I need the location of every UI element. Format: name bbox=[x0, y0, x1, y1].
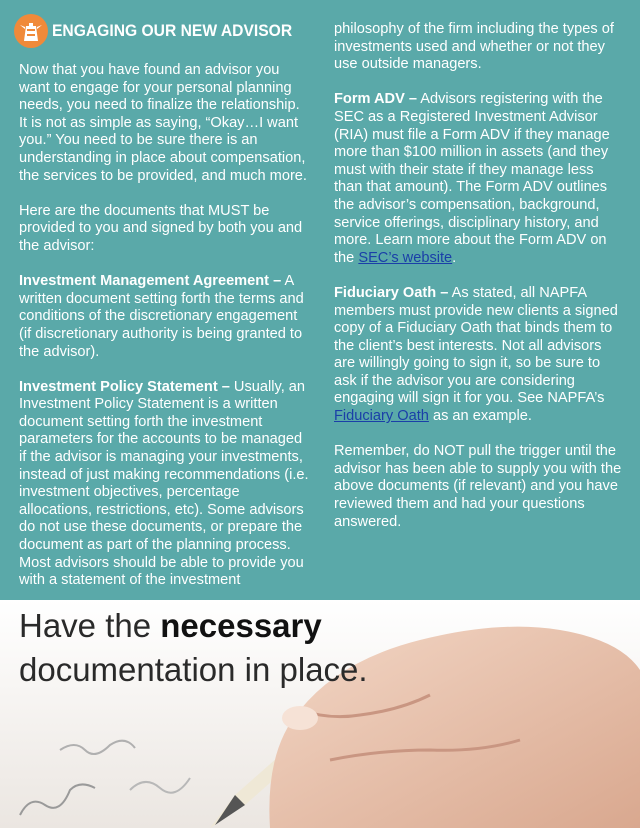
ips-continued-paragraph: philosophy of the firm including the types of investments used and whether or not they use outside managers. bbox=[334, 21, 614, 73]
closing-paragraph: Remember, do NOT pull the trigger until the advisor has been able to supply you with the above documents (if relevant) and you have reviewed them and had your questions answered. bbox=[334, 443, 622, 530]
adv-end: . bbox=[452, 249, 457, 266]
oath-end: as an example. bbox=[428, 408, 532, 425]
left-column bbox=[19, 62, 309, 590]
ima-paragraph bbox=[19, 273, 309, 361]
lighthouse-icon bbox=[14, 14, 48, 48]
oath-paragraph bbox=[334, 285, 624, 426]
sec-website-link[interactable]: SEC’s website bbox=[358, 249, 453, 266]
tagline-prefix: Have the bbox=[19, 607, 161, 644]
ips-heading: Investment Policy Statement – bbox=[19, 378, 230, 395]
ima-text: A written document setting forth the terms and conditions of the discretionary engagement (if discretionary authority is being granted to the advisor). bbox=[19, 273, 304, 360]
ima-heading: Investment Management Agreement – bbox=[19, 273, 282, 290]
adv-text: Advisors registering with the SEC as a Registered Investment Advisor (RIA) must file a Form ADV if they manage more than $100 million in assets (and they must with their state if they manage less than that amount). The Form ADV outlines the advisor’s compensation, background, service offerings, disciplinary history, and more. Learn more about the Form ADV on the bbox=[334, 91, 610, 266]
banner-tagline bbox=[19, 604, 368, 692]
oath-heading: Fiduciary Oath – bbox=[334, 284, 449, 301]
tagline-line-1 bbox=[19, 604, 368, 648]
intro-paragraph: Now that you have found an advisor you want to engage for your personal planning needs, you need to finalize the relationship. It is not as simple as saying, “Okay…I want you.” You need to be sure there is an understanding in place about compensation, the services to be provided, and much more. bbox=[19, 62, 307, 184]
adv-heading: Form ADV – bbox=[334, 91, 417, 108]
documents-intro-paragraph: Here are the documents that MUST be provided to you and signed by both you and the advisor: bbox=[19, 202, 303, 254]
section-header bbox=[14, 14, 313, 48]
ips-paragraph bbox=[19, 379, 309, 590]
ips-text: Usually, an Investment Policy Statement is a written document setting forth the investment parameters for the accounts to be managed if the advisor is managing your investments, instead of just making recommendations (i.e. investment objectives, percentage allocations, restrictions, etc). Some advisors do not use these documents, or prepare the document as part of the planning process. Most advisors should be able to provide you with a statement of the investment bbox=[19, 378, 309, 589]
adv-paragraph bbox=[334, 91, 624, 267]
tagline-emphasis: necessary bbox=[160, 607, 322, 644]
page-title: ENGAGING OUR NEW ADVISOR bbox=[52, 21, 293, 40]
fiduciary-oath-link[interactable]: Fiduciary Oath bbox=[334, 408, 429, 425]
tagline-line-2: documentation in place. bbox=[19, 651, 368, 688]
right-column bbox=[334, 21, 624, 531]
oath-text: As stated, all NAPFA members must provide new clients a signed copy of a Fiduciary Oath that binds them to the client’s best interests. Not all advisors are willingly going to sign it, so be sure to ask if the advisor you are considering engaging will sign it for you. See NAPFA’s bbox=[334, 284, 618, 407]
